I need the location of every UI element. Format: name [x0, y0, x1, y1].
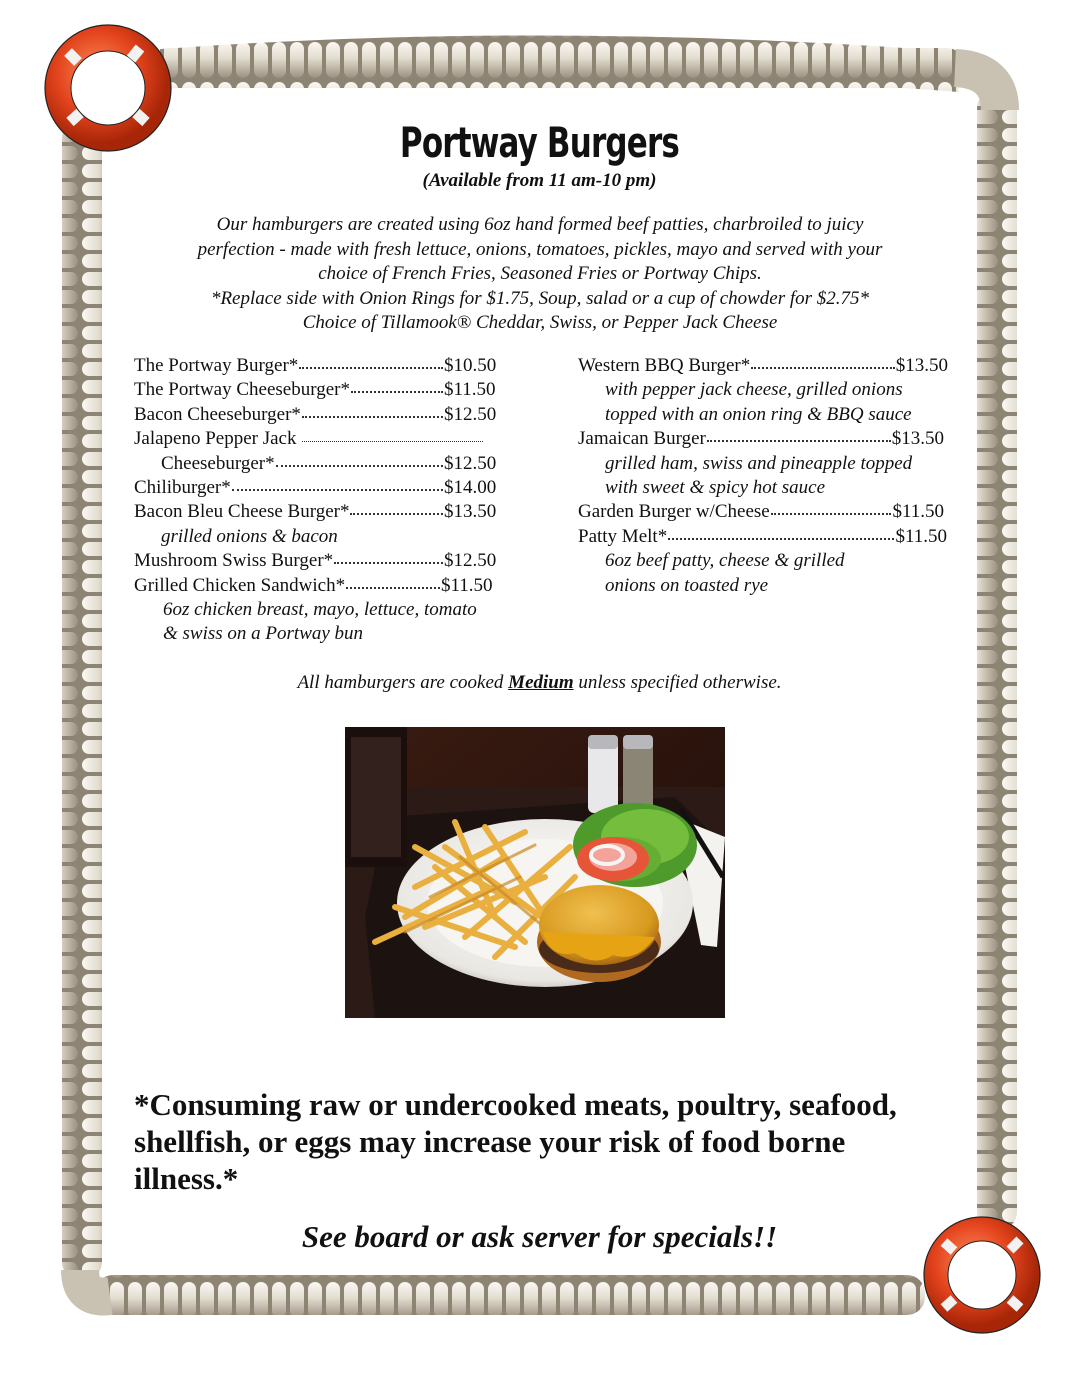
item-price: $11.50 [895, 525, 947, 547]
intro-line: choice of French Fries, Seasoned Fries or Portway Chips. [318, 263, 762, 284]
dot-leader [751, 367, 894, 369]
dot-leader [302, 416, 443, 418]
dot-leader [707, 440, 891, 442]
item-price: $11.50 [441, 574, 493, 596]
item-description: grilled ham, swiss and pineapple topped [605, 452, 913, 474]
menu-item [578, 427, 944, 451]
food-safety-warning: *Consuming raw or undercooked meats, poultry, seafood, shellfish, or eggs may increase your risk of food borne illness.* [134, 1087, 897, 1196]
item-price: $11.50 [444, 379, 496, 401]
dot-leader [299, 367, 443, 369]
menu-item [134, 574, 504, 598]
intro-line: Our hamburgers are created using 6oz hand formed beef patties, charbroiled to juicy [216, 214, 864, 235]
page-title: Portway Burgers [399, 118, 680, 167]
intro-line: *Replace side with Onion Rings for $1.75, Soup, salad or a cup of chowder for $2.75* [210, 287, 870, 309]
item-name: Garden Burger w/Cheese [578, 501, 770, 523]
menu-item [134, 452, 504, 476]
item-description: with sweet & spicy hot sauce [605, 477, 826, 499]
item-description: grilled onions & bacon [161, 525, 338, 547]
item-price: $10.50 [444, 355, 497, 376]
menu-item [578, 354, 948, 378]
menu-item [134, 476, 504, 500]
item-name: Patty Melt* [578, 525, 668, 547]
dot-leader [346, 587, 440, 589]
item-name: Western BBQ Burger* [578, 355, 751, 376]
item-price: $12.50 [444, 452, 497, 474]
menu-item [134, 378, 504, 402]
item-price: $12.50 [444, 403, 497, 425]
dot-leader [350, 513, 443, 515]
item-name: Mushroom Swiss Burger* [134, 550, 334, 572]
intro-line: Choice of Tillamook® Cheddar, Swiss, or Pepper Jack Cheese [302, 312, 778, 333]
menu-item [134, 500, 504, 524]
doneness-emphasis: Medium [508, 672, 574, 693]
menu-item [134, 549, 504, 573]
intro-text [130, 213, 950, 336]
dot-leader [771, 513, 892, 515]
dot-leader [302, 441, 484, 442]
menu-item [134, 427, 484, 451]
menu-item [578, 525, 947, 549]
specials-note: See board or ask server for specials!! [301, 1219, 778, 1254]
item-description: onions on toasted rye [605, 574, 769, 596]
item-name: Cheeseburger* [161, 452, 275, 474]
menu-item [134, 403, 504, 427]
item-name: Bacon Bleu Cheese Burger* [134, 501, 350, 523]
item-name: The Portway Cheeseburger* [134, 379, 350, 401]
item-price: $12.50 [444, 550, 497, 572]
item-description: topped with an onion ring & BBQ sauce [605, 403, 912, 425]
availability-hours: (Available from 11 am-10 pm) [422, 170, 657, 191]
item-price: $13.50 [891, 428, 944, 450]
item-name: Bacon Cheeseburger* [134, 403, 301, 425]
intro-line: perfection - made with fresh lettuce, onions, tomatoes, pickles, mayo and served with your [197, 238, 883, 260]
cooking-note-text: unless specified otherwise. [573, 672, 782, 693]
item-description: & swiss on a Portway bun [163, 623, 364, 645]
cooking-note [0, 672, 1079, 694]
item-price: $13.50 [444, 501, 497, 523]
dot-leader [232, 489, 443, 491]
burger-photo [345, 727, 725, 1018]
item-name: Grilled Chicken Sandwich* [134, 574, 346, 596]
item-name: Jamaican Burger [578, 428, 706, 450]
item-price: $11.50 [892, 501, 944, 523]
item-description: 6oz beef patty, cheese & grilled [605, 550, 845, 572]
item-name: Jalapeno Pepper Jack [134, 428, 297, 450]
item-price: $13.50 [895, 355, 948, 376]
menu-item [578, 500, 944, 524]
item-name: The Portway Burger* [134, 355, 299, 376]
cooking-note-text: All hamburgers are cooked [297, 672, 509, 693]
item-price: $14.00 [444, 477, 497, 499]
menu-item [134, 354, 504, 378]
menu-column-left [134, 354, 504, 647]
item-description: 6oz chicken breast, mayo, lettuce, tomato [163, 599, 477, 621]
item-description: with pepper jack cheese, grilled onions [605, 379, 903, 401]
dot-leader [351, 391, 443, 393]
item-name: Chiliburger* [134, 477, 231, 499]
dot-leader [334, 562, 443, 564]
menu-column-right [578, 354, 958, 598]
dot-leader [276, 465, 443, 467]
dot-leader [668, 538, 894, 540]
